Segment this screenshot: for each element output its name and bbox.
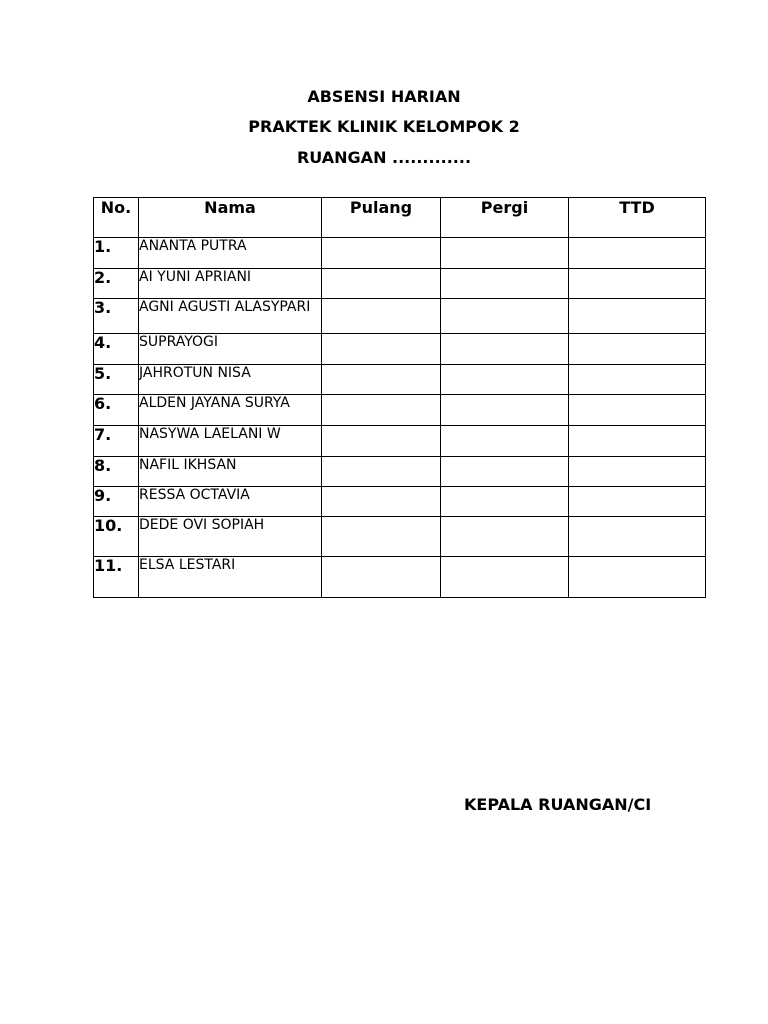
table-row (94, 365, 706, 395)
row-name: JAHROTUN NISA (139, 365, 322, 395)
row-number: 8. (94, 457, 139, 487)
row-name: RESSA OCTAVIA (139, 487, 322, 517)
pergi-cell (441, 487, 569, 517)
signature-cell (569, 557, 706, 598)
table-row (94, 334, 706, 365)
row-name: NASYWA LAELANI W (139, 426, 322, 457)
signature-cell (569, 299, 706, 334)
table-row (94, 517, 706, 557)
pergi-cell (441, 365, 569, 395)
pulang-cell (322, 395, 441, 426)
table-row (94, 299, 706, 334)
pergi-cell (441, 457, 569, 487)
row-name: DEDE OVI SOPIAH (139, 517, 322, 557)
header-pulang: Pulang (322, 198, 441, 238)
row-number: 7. (94, 426, 139, 457)
row-number: 11. (94, 557, 139, 598)
room-label: RUANGAN ............. (296, 148, 472, 167)
row-number: 10. (94, 517, 139, 557)
pergi-cell (441, 395, 569, 426)
row-name: NAFIL IKHSAN (139, 457, 322, 487)
pergi-cell (441, 299, 569, 334)
table-row (94, 426, 706, 457)
row-number: 9. (94, 487, 139, 517)
pulang-cell (322, 517, 441, 557)
header-name: Nama (139, 198, 322, 238)
signature-label: KEPALA RUANGAN/CI (464, 795, 652, 814)
pulang-cell (322, 457, 441, 487)
signature-cell (569, 238, 706, 269)
row-number: 1. (94, 238, 139, 269)
row-number: 5. (94, 365, 139, 395)
pergi-cell (441, 238, 569, 269)
pulang-cell (322, 487, 441, 517)
signature-cell (569, 269, 706, 299)
attendance-table (93, 197, 706, 598)
pulang-cell (322, 269, 441, 299)
row-name: ELSA LESTARI (139, 557, 322, 598)
row-number: 3. (94, 299, 139, 334)
signature-cell (569, 487, 706, 517)
signature-cell (569, 457, 706, 487)
pulang-cell (322, 365, 441, 395)
pulang-cell (322, 426, 441, 457)
row-name: SUPRAYOGI (139, 334, 322, 365)
row-name: ANANTA PUTRA (139, 238, 322, 269)
pergi-cell (441, 557, 569, 598)
row-number: 4. (94, 334, 139, 365)
signature-cell (569, 426, 706, 457)
row-number: 6. (94, 395, 139, 426)
pergi-cell (441, 426, 569, 457)
pergi-cell (441, 334, 569, 365)
pulang-cell (322, 557, 441, 598)
signature-cell (569, 334, 706, 365)
table-row (94, 457, 706, 487)
pergi-cell (441, 517, 569, 557)
table-row (94, 557, 706, 598)
header-pergi: Pergi (441, 198, 569, 238)
pergi-cell (441, 269, 569, 299)
row-name: ALDEN JAYANA SURYA (139, 395, 322, 426)
header-ttd: TTD (569, 198, 706, 238)
header-no: No. (94, 198, 139, 238)
document-title: ABSENSI HARIAN (307, 87, 461, 106)
document-subtitle: PRAKTEK KLINIK KELOMPOK 2 (248, 117, 520, 136)
table-row (94, 269, 706, 299)
row-name: AGNI AGUSTI ALASYPARI (139, 299, 322, 334)
pulang-cell (322, 334, 441, 365)
header-row (94, 198, 706, 238)
signature-cell (569, 365, 706, 395)
table-row (94, 238, 706, 269)
pulang-cell (322, 238, 441, 269)
pulang-cell (322, 299, 441, 334)
table-row (94, 395, 706, 426)
table-row (94, 487, 706, 517)
signature-cell (569, 517, 706, 557)
row-number: 2. (94, 269, 139, 299)
signature-cell (569, 395, 706, 426)
row-name: AI YUNI APRIANI (139, 269, 322, 299)
